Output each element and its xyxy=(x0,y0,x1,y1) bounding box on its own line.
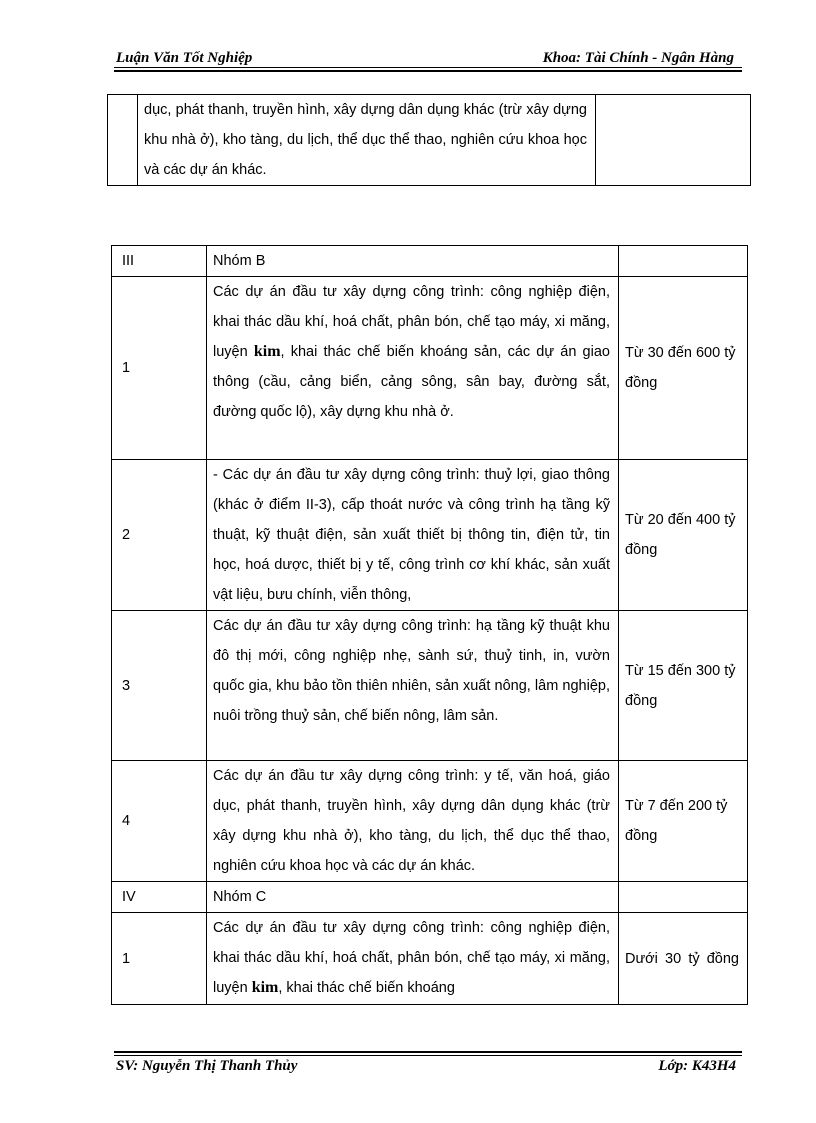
desc-part: , khai thác chế biến khoáng sản, các dự án giao thông (cầu, cảng biển, cảng sông, sân bay, đường sắt, đường quốc lộ), xây dựng khu nhà ở. xyxy=(213,344,610,420)
desc-emphasis: kim xyxy=(251,979,279,996)
desc-part: Các dự án đầu tư xây dựng công trình: công nghiệp điện, khai thác dầu khí, hoá chất, phân bón, chế tạo máy, xi măng, luyện xyxy=(213,284,610,360)
footer-rule-thick xyxy=(114,1051,742,1053)
table-row xyxy=(112,460,748,611)
footer-class: Lớp: K43H4 xyxy=(658,1058,736,1074)
header-rule-thick xyxy=(114,70,742,72)
header-faculty: Khoa: Tài Chính - Ngân Hàng xyxy=(542,50,734,66)
row-num: 1 xyxy=(112,277,207,460)
row-amount: Từ 20 đến 400 tỷ đồng xyxy=(619,460,748,611)
desc-part: Các dự án đầu tư xây dựng công trình: công nghiệp điện, khai thác dầu khí, hoá chất, phân bón, chế tạo máy, xi măng, luyện xyxy=(213,920,610,996)
row-amount: Từ 7 đến 200 tỷ đồng xyxy=(619,761,748,882)
group-b-label: Nhóm B xyxy=(207,246,619,277)
table-row xyxy=(108,95,751,186)
row-amount: Từ 30 đến 600 tỷ đồng xyxy=(619,277,748,460)
row-description xyxy=(207,913,619,1005)
group-row-c xyxy=(112,882,748,913)
row-description: Các dự án đầu tư xây dựng công trình: hạ tầng kỹ thuật khu đô thị mới, công nghiệp nhẹ, sành sứ, thuỷ tinh, in, vườn quốc gia, khu bảo tồn thiên nhiên, sản xuất nông, lâm nghiệp, nuôi trồng thuỷ sản, chế biến nông, lâm sản. xyxy=(207,611,619,761)
row-description xyxy=(207,277,619,460)
footer-student-name: SV: Nguyễn Thị Thanh Thủy xyxy=(116,1058,298,1074)
page-footer xyxy=(114,1058,742,1080)
continuation-num-cell xyxy=(108,95,138,186)
table-row xyxy=(112,761,748,882)
footer-rule-thin xyxy=(114,1055,742,1056)
row-description: Các dự án đầu tư xây dựng công trình: y tế, văn hoá, giáo dục, phát thanh, truyền hình, xây dựng dân dụng khác (trừ xây dựng khu nhà ở), kho tàng, du lịch, thể dục thể thao, nghiên cứu khoa học và các dự án khác. xyxy=(207,761,619,882)
row-num: 1 xyxy=(112,913,207,1005)
desc-emphasis: kim xyxy=(253,343,281,360)
group-b-amount xyxy=(619,246,748,277)
group-b-num: III xyxy=(112,246,207,277)
row-num: 3 xyxy=(112,611,207,761)
group-c-label: Nhóm C xyxy=(207,882,619,913)
desc-part: , khai thác chế biến khoáng xyxy=(278,980,455,996)
continuation-amount-cell xyxy=(596,95,751,186)
table-row xyxy=(112,611,748,761)
header-rule-thin xyxy=(114,67,742,68)
row-num: 4 xyxy=(112,761,207,882)
table-row xyxy=(112,913,748,1005)
row-num: 2 xyxy=(112,460,207,611)
table-row xyxy=(112,277,748,460)
continuation-desc-cell: dục, phát thanh, truyền hình, xây dựng dân dụng khác (trừ xây dựng khu nhà ở), kho tàng, du lịch, thể dục thể thao, nghiên cứu khoa học và các dự án khác. xyxy=(138,95,596,186)
project-group-table xyxy=(111,245,748,1005)
row-amount: Dưới 30 tỷ đồng xyxy=(619,913,748,1005)
group-c-num: IV xyxy=(112,882,207,913)
row-description: - Các dự án đầu tư xây dựng công trình: thuỷ lợi, giao thông (khác ở điểm II-3), cấp thoát nước và công trình hạ tầng kỹ thuật, kỹ thuật điện, sản xuất thiết bị thông tin, điện tử, tin học, hoá dược, thiết bị y tế, công trình cơ khí khác, sản xuất vật liệu, bưu chính, viễn thông, xyxy=(207,460,619,611)
header-thesis-title: Luận Văn Tốt Nghiệp xyxy=(116,50,253,66)
group-c-amount xyxy=(619,882,748,913)
continuation-table xyxy=(107,94,751,186)
row-amount: Từ 15 đến 300 tỷ đồng xyxy=(619,611,748,761)
group-row-b xyxy=(112,246,748,277)
